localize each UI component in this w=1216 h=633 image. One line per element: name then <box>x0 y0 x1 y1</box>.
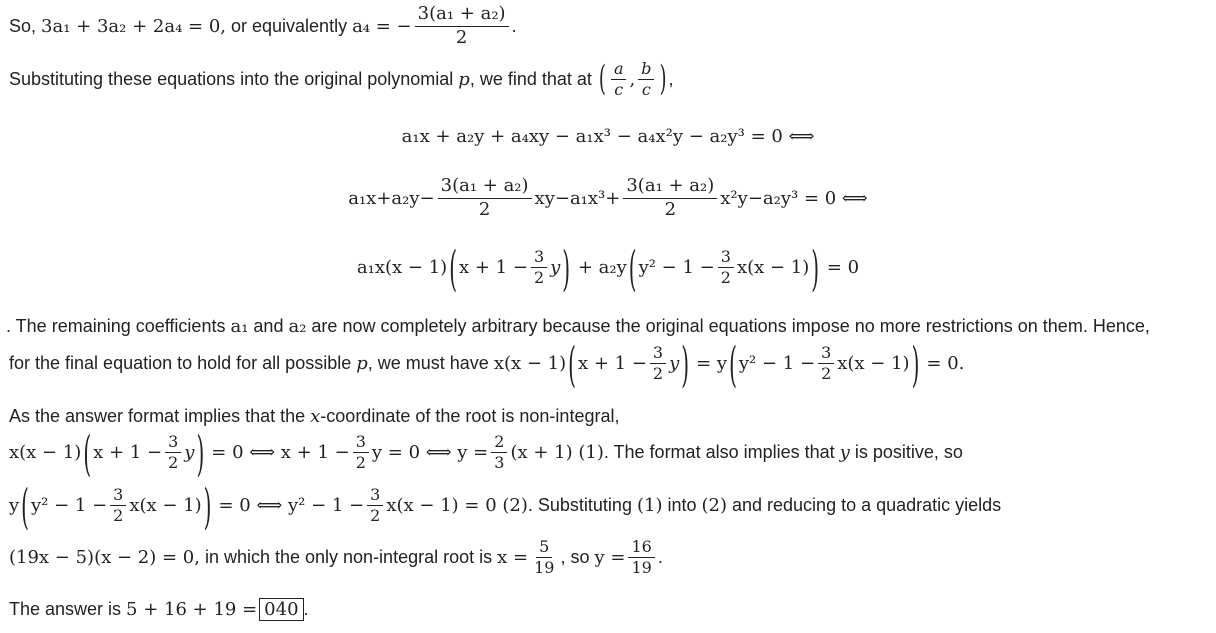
equation-2-derivation <box>9 477 1002 535</box>
math: xy−a₁x³+ <box>534 187 621 209</box>
math-equation: 3a₁ + 3a₂ + 2a₄ = 0, <box>41 15 226 37</box>
paren: ( <box>598 59 606 100</box>
fraction: $\frac{3}{2}$ <box>165 433 181 473</box>
paren: ( <box>628 239 637 297</box>
fraction: $\frac{a}{c}$ <box>611 60 627 100</box>
fraction: $\frac{\text{3(a₁ + a₂)}}{2}$ <box>438 176 532 220</box>
text: -coordinate of the root is non-integral, <box>320 406 620 426</box>
text: As the answer format implies that the <box>9 406 311 426</box>
math: y = 0 ⟺ y = <box>371 442 489 464</box>
math-ref: (2) <box>701 495 727 517</box>
math-var: x <box>310 406 321 427</box>
math: x + 1 − <box>93 442 163 464</box>
text: . The remaining coefficients <box>6 316 231 336</box>
text: Substituting these equations into the original polynomial <box>9 69 459 90</box>
fraction: $\frac{3}{2}$ <box>531 248 547 288</box>
math: = 0 ⟺ y² − 1 − <box>218 495 365 517</box>
math: x = <box>497 547 529 569</box>
math-var: a₂ <box>288 316 307 337</box>
math-var: y <box>550 257 561 279</box>
paren: ) <box>811 239 820 297</box>
text: . Substituting <box>527 495 637 516</box>
math: y² − 1 − <box>30 495 108 517</box>
math: x(x − 1) <box>129 495 202 517</box>
text: . <box>511 15 517 36</box>
fraction: $\frac{3}{2}$ <box>353 433 369 473</box>
statement-a4 <box>9 4 517 48</box>
fraction: $\frac{3}{2}$ <box>367 486 383 526</box>
math-var: a₁ <box>230 316 249 337</box>
math: x + 1 − <box>459 257 528 279</box>
answer-format-note <box>9 406 619 427</box>
math: = 0. <box>926 353 965 375</box>
text: in which the only non-integral root is <box>199 547 498 568</box>
math: 5 + 16 + 19 = <box>126 599 258 620</box>
equation-1-derivation <box>9 424 963 482</box>
math: x(x − 1) <box>837 353 910 375</box>
math-var: y <box>839 442 850 464</box>
fraction: $\frac{5}{19}$ <box>534 537 555 578</box>
quadratic-result <box>9 538 663 578</box>
text: , we find that at <box>469 69 597 90</box>
text: , <box>668 69 674 90</box>
paren: ) <box>659 59 667 100</box>
paren: ) <box>911 335 920 393</box>
math: = y <box>696 353 728 375</box>
final-equation-condition <box>9 335 965 393</box>
display-equation-1 <box>0 126 1216 147</box>
text: So, <box>9 15 37 36</box>
display-equation-2 <box>0 176 1216 220</box>
text: is positive, so <box>849 442 963 463</box>
paren: ( <box>21 477 29 535</box>
math: a₁x+a₂y− <box>348 187 435 209</box>
substitution-intro: Substituting these equations into the original polynomial p , we find that at ( $\frac{a}{c}$ , $\frac{b}{c}$ ) , <box>9 59 674 100</box>
paren: ) <box>681 335 690 393</box>
math-var: p <box>356 353 368 375</box>
remaining-coefficients <box>6 316 1150 337</box>
math: x²y−a₂y³ = 0 ⟺ <box>720 187 868 209</box>
fraction: $\frac{3}{2}$ <box>818 344 834 384</box>
math: y <box>9 495 20 517</box>
paren: ( <box>449 239 457 297</box>
math: = 0 <box>826 257 860 279</box>
paren: ) <box>196 424 205 482</box>
math: x(x − 1) <box>736 257 810 279</box>
math: = 0 ⟺ x + 1 − <box>211 442 350 464</box>
math: y² − 1 − <box>638 257 715 279</box>
paren: ( <box>568 335 576 393</box>
text: . The format also implies that <box>603 442 840 463</box>
paren: ( <box>83 424 92 482</box>
final-answer <box>9 598 309 621</box>
answer-box: 040 <box>259 598 303 621</box>
text: into <box>662 495 702 516</box>
fraction: $\frac{16}{19}$ <box>628 538 654 578</box>
fraction: $\frac{\text{3(a₁ + a₂)}}{2}$ <box>415 4 509 48</box>
math: x(x − 1) = 0 (2) <box>386 495 528 517</box>
math: (19x − 5)(x − 2) = 0, <box>9 547 200 569</box>
text: or equivalently <box>226 15 353 36</box>
text: The answer is <box>9 599 127 619</box>
paren: ) <box>562 239 571 297</box>
math: y² − 1 − <box>738 353 816 375</box>
math: y = <box>594 547 626 569</box>
math-var: p <box>458 69 470 91</box>
math-lhs: a₄ = − <box>352 15 412 37</box>
math: + a₂y <box>577 257 627 279</box>
math: x + 1 − <box>577 353 647 375</box>
display-equation-3 <box>0 239 1216 297</box>
text: and reducing to a quadratic yields <box>727 495 1002 516</box>
text: , we must have <box>367 353 494 374</box>
fraction: $\frac{\text{3(a₁ + a₂)}}{2}$ <box>623 176 717 220</box>
paren: ) <box>203 477 212 535</box>
math-equation: a₁x + a₂y + a₄xy − a₁x³ − a₄x²y − a₂y³ = 0 ⟺ <box>401 126 815 147</box>
text: are now completely arbitrary because the original equations impose no more restrictions on them. Hence, <box>306 316 1150 336</box>
math-var: y <box>669 353 680 375</box>
math-ref: (1) <box>636 495 663 517</box>
math: (x + 1) (1) <box>510 442 604 464</box>
paren: ( <box>729 335 737 393</box>
text: . <box>303 599 309 619</box>
fraction: $\frac{3}{2}$ <box>110 486 126 526</box>
fraction: $\frac{3}{2}$ <box>718 248 734 288</box>
fraction: $\frac{2}{3}$ <box>491 433 507 473</box>
math: a₁x(x − 1) <box>356 257 448 279</box>
fraction: $\frac{3}{2}$ <box>650 344 666 384</box>
math: x(x − 1) <box>9 442 82 464</box>
text: for the final equation to hold for all possible <box>9 353 357 374</box>
math-var: y <box>184 442 195 464</box>
math: x(x − 1) <box>493 353 567 375</box>
text: and <box>248 316 289 336</box>
fraction: $\frac{b}{c}$ <box>638 60 654 100</box>
text: . <box>657 547 663 568</box>
text: , so <box>560 547 595 568</box>
